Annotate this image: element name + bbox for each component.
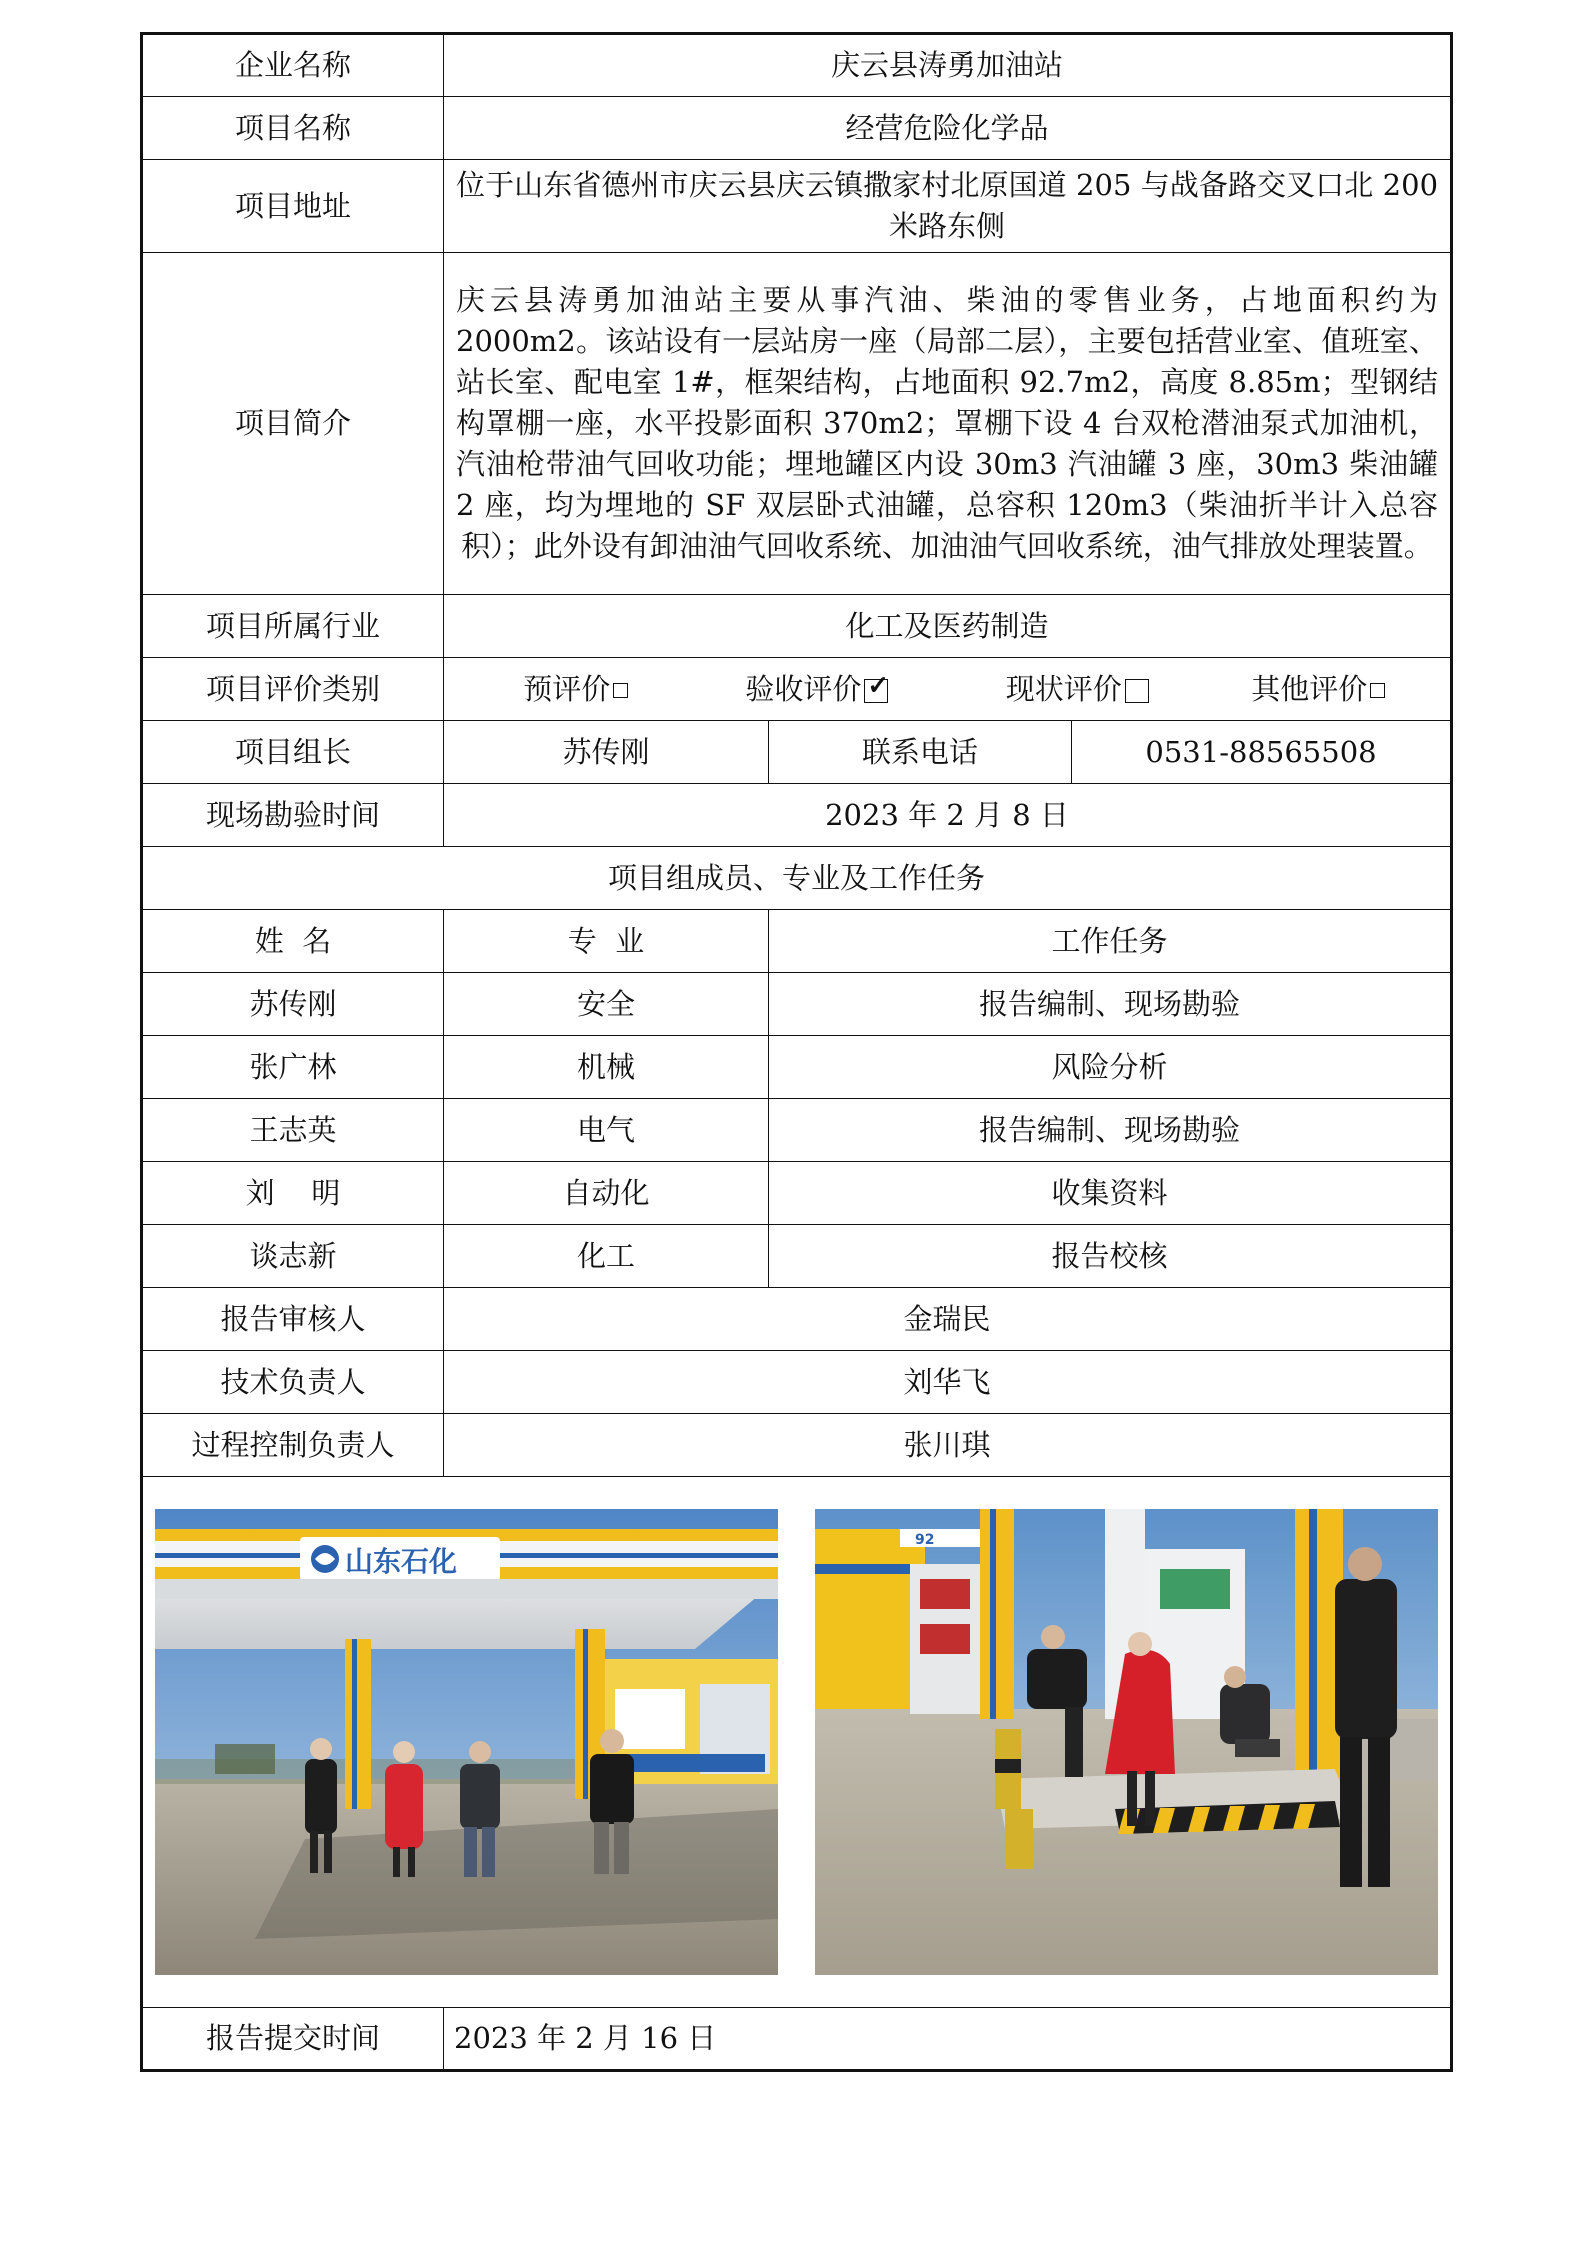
phone-value: 0531-88565508 xyxy=(1072,721,1452,784)
process-lead-label: 过程控制负责人 xyxy=(142,1414,444,1477)
member-major: 化工 xyxy=(444,1225,769,1288)
checkbox-pre-icon[interactable] xyxy=(613,683,628,698)
tech-lead-value: 刘华飞 xyxy=(444,1351,1452,1414)
process-lead-value: 张川琪 xyxy=(444,1414,1452,1477)
member-major: 电气 xyxy=(444,1099,769,1162)
project-info-table xyxy=(140,32,1453,2072)
tech-lead-label: 技术负责人 xyxy=(142,1351,444,1414)
eval-type-label: 项目评价类别 xyxy=(142,658,444,721)
eval-option-other[interactable]: 其他评价 xyxy=(1212,669,1425,710)
member-major: 机械 xyxy=(444,1036,769,1099)
member-major: 自动化 xyxy=(444,1162,769,1225)
eval-option-acceptance[interactable]: 验收评价 ✓ xyxy=(745,670,890,706)
row-survey-time xyxy=(142,784,1452,847)
project-intro-value: 庆云县涛勇加油站主要从事汽油、柴油的零售业务，占地面积约为 2000m2。该站设有一层站房一座（局部二层），主要包括营业室、值班室、站长室、配电室 1#，框架结构，占地面积 92.7m2，高度 8.85m；型钢结构罩棚一座，水平投影面积 370m2；罩棚下设 4 台双枪潜油泵式加油机，汽油枪带油气回收功能；埋地罐区内设 30m3 汽油罐 3 座，30m3 柴油罐 2 座，均为埋地的 SF 双层卧式油罐，总容积 120m3（柴油折半计入总容积）；此外设有卸油油气回收系统、加油油气回收系统，油气排放处理装置。 xyxy=(444,253,1452,595)
row-project-intro xyxy=(142,253,1452,595)
reviewer-label: 报告审核人 xyxy=(142,1288,444,1351)
phone-label: 联系电话 xyxy=(769,721,1072,784)
member-name: 张广林 xyxy=(142,1036,444,1099)
member-task: 报告编制、现场勘验 xyxy=(769,1099,1452,1162)
row-process-lead xyxy=(142,1414,1452,1477)
industry-label: 项目所属行业 xyxy=(142,595,444,658)
member-name: 王志英 xyxy=(142,1099,444,1162)
table-row xyxy=(142,1225,1452,1288)
leader-value: 苏传刚 xyxy=(444,721,769,784)
fuel-grade-text: 92 xyxy=(915,1532,935,1548)
member-task: 风险分析 xyxy=(769,1036,1452,1099)
row-reviewer xyxy=(142,1288,1452,1351)
project-name-value: 经营危险化学品 xyxy=(444,97,1452,160)
member-major: 安全 xyxy=(444,973,769,1036)
row-company xyxy=(142,34,1452,97)
checkbox-status-icon[interactable] xyxy=(1125,679,1149,703)
member-task: 报告校核 xyxy=(769,1225,1452,1288)
members-section-title: 项目组成员、专业及工作任务 xyxy=(142,847,1452,910)
survey-time-label: 现场勘验时间 xyxy=(142,784,444,847)
submit-time-value: 2023 年 2 月 16 日 xyxy=(444,2008,1452,2071)
row-project-name xyxy=(142,97,1452,160)
report-sheet xyxy=(140,32,1450,2072)
eval-option-pre[interactable]: 预评价 xyxy=(470,669,683,710)
project-name-label: 项目名称 xyxy=(142,97,444,160)
header-task: 工作任务 xyxy=(769,910,1452,973)
project-address-label: 项目地址 xyxy=(142,160,444,253)
table-row xyxy=(142,1036,1452,1099)
project-intro-label: 项目简介 xyxy=(142,253,444,595)
row-photos xyxy=(142,1477,1452,2008)
company-label: 企业名称 xyxy=(142,34,444,97)
submit-time-label: 报告提交时间 xyxy=(142,2008,444,2071)
members-header-row xyxy=(142,910,1452,973)
company-value: 庆云县涛勇加油站 xyxy=(444,34,1452,97)
table-row xyxy=(142,1099,1452,1162)
eval-type-options xyxy=(444,658,1452,721)
row-leader xyxy=(142,721,1452,784)
survey-time-value: 2023 年 2 月 8 日 xyxy=(444,784,1452,847)
checkbox-other-icon[interactable] xyxy=(1370,683,1385,698)
row-industry xyxy=(142,595,1452,658)
leader-label: 项目组长 xyxy=(142,721,444,784)
project-address-value: 位于山东省德州市庆云县庆云镇撒家村北原国道 205 与战备路交叉口北 200 米路东侧 xyxy=(444,160,1452,253)
table-row xyxy=(142,973,1452,1036)
member-task: 报告编制、现场勘验 xyxy=(769,973,1452,1036)
member-name: 谈志新 xyxy=(142,1225,444,1288)
member-name: 苏传刚 xyxy=(142,973,444,1036)
row-eval-type xyxy=(142,658,1452,721)
site-photo-canopy xyxy=(155,1509,778,1975)
site-photo-inspection xyxy=(815,1509,1438,1975)
member-task: 收集资料 xyxy=(769,1162,1452,1225)
header-name: 姓 名 xyxy=(142,910,444,973)
row-project-address xyxy=(142,160,1452,253)
table-row xyxy=(142,1162,1452,1225)
row-submit-time xyxy=(142,2008,1452,2071)
member-name: 刘 明 xyxy=(142,1162,444,1225)
station-sign-text: 山东石化 xyxy=(345,1545,458,1578)
row-members-title xyxy=(142,847,1452,910)
eval-option-status[interactable]: 现状评价 xyxy=(952,669,1203,710)
photos-cell xyxy=(142,1477,1452,2008)
row-tech-lead xyxy=(142,1351,1452,1414)
industry-value: 化工及医药制造 xyxy=(444,595,1452,658)
checkbox-checked-icon[interactable]: ✓ xyxy=(864,679,888,703)
header-major: 专 业 xyxy=(444,910,769,973)
reviewer-value: 金瑞民 xyxy=(444,1288,1452,1351)
